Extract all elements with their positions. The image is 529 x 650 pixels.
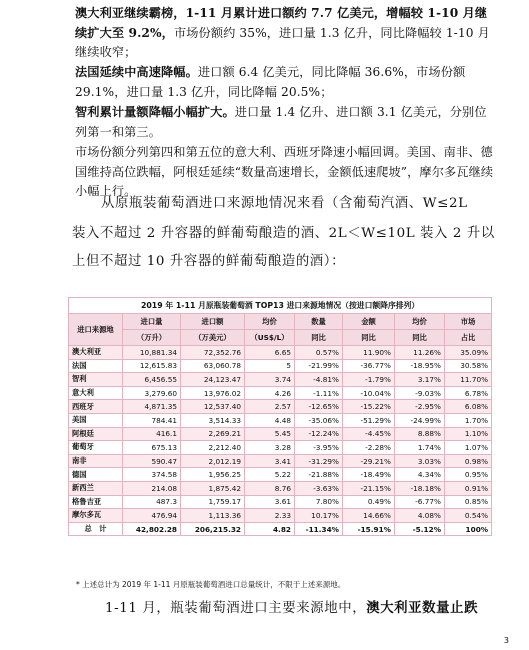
- row-country: 美国: [69, 413, 123, 427]
- table-cell: 2,212.40: [181, 441, 245, 455]
- table-cell: -18.95%: [395, 359, 445, 373]
- table-cell: 2.57: [245, 400, 295, 414]
- table-cell: 35.09%: [445, 346, 492, 360]
- row-country: 西班牙: [69, 400, 123, 414]
- table-cell: 5: [245, 359, 295, 373]
- row-country: 格鲁吉亚: [69, 495, 123, 509]
- table-cell: 30.58%: [445, 359, 492, 373]
- table-cell: 675.13: [123, 441, 181, 455]
- table-row: [69, 495, 492, 509]
- table-cell: 2.33: [245, 509, 295, 523]
- table-cell: 1.07%: [445, 441, 492, 455]
- table-cell: 5.45: [245, 427, 295, 441]
- column-header-sub-5: 同比: [343, 330, 395, 346]
- table-title: 2019 年 1-11 月原瓶装葡萄酒 TOP13 进口来源地情况（按进口额降序排列）: [69, 298, 492, 314]
- table-cell: -4.45%: [343, 427, 395, 441]
- table-cell: 12,615.83: [123, 359, 181, 373]
- table-footnote: * 上述总计为 2019 年 1-11 月原瓶装葡萄酒进口总量统计，不限于上述来源地。: [76, 580, 346, 589]
- table-cell: 0.85%: [445, 495, 492, 509]
- table-cell: -2.95%: [395, 400, 445, 414]
- column-header-4: 数量: [295, 314, 343, 330]
- closing-paragraph-bold: 澳大利亚数量止跌: [366, 600, 479, 616]
- table-row: [69, 386, 492, 400]
- table-cell: -2.28%: [343, 441, 395, 455]
- row-country: 法国: [69, 359, 123, 373]
- table-cell: 2,012.19: [181, 454, 245, 468]
- paragraph-france: [75, 63, 495, 102]
- table-cell: -29.21%: [343, 454, 395, 468]
- table-row: [69, 454, 492, 468]
- table-cell: -12.24%: [295, 427, 343, 441]
- table-cell: 3.17%: [395, 373, 445, 387]
- table-cell: -1.79%: [343, 373, 395, 387]
- table-cell: 0.91%: [445, 481, 492, 495]
- table-cell: 10,881.34: [123, 346, 181, 360]
- paragraph-australia-lead: 澳大利亚继续霸榜，1-11 月累计进口额约 7.7 亿美元，增幅较 1-10 月继续扩大至 9.2%，: [75, 6, 488, 40]
- row-country: 阿根廷: [69, 427, 123, 441]
- table-cell: 416.1: [123, 427, 181, 441]
- table-cell: 3.28: [245, 441, 295, 455]
- total-cell: 206,215.32: [181, 522, 245, 536]
- table-cell: 63,060.78: [181, 359, 245, 373]
- paragraph-chile-lead: 智利累计量额降幅小幅扩大。: [75, 105, 235, 119]
- paragraph-chile: [75, 103, 495, 142]
- table-cell: 784.41: [123, 413, 181, 427]
- column-header-sub-4: 同比: [295, 330, 343, 346]
- table-cell: 5.22: [245, 468, 295, 482]
- table-cell: 1.70%: [445, 413, 492, 427]
- table-cell: 3.61: [245, 495, 295, 509]
- table-cell: -10.04%: [343, 386, 395, 400]
- table-cell: -21.88%: [295, 468, 343, 482]
- table-cell: 4,871.35: [123, 400, 181, 414]
- source-intro-line-2: 装入不超过 2 升容器的鲜葡萄酿造的酒、2L＜W≤10L 装入 2 升以: [72, 226, 495, 241]
- column-header-1: 进口量: [123, 314, 181, 330]
- table-cell: 7.80%: [295, 495, 343, 509]
- table-total-row: [69, 522, 492, 536]
- table-cell: 3.03%: [395, 454, 445, 468]
- table-cell: -18.49%: [343, 468, 395, 482]
- paragraph-australia: [75, 4, 495, 63]
- table-row: [69, 346, 492, 360]
- column-header-sub-2: （万美元）: [181, 330, 245, 346]
- table-row: [69, 413, 492, 427]
- total-label: 总 计: [69, 522, 123, 536]
- table-cell: 0.57%: [295, 346, 343, 360]
- paragraph-chile-body: 进口量 1.4 亿升、进口额 3.1 亿美元，分别位列第一和第三。: [75, 105, 487, 139]
- paragraph-others: 市场份额分列第四和第五位的意大利、西班牙降速小幅回调。美国、南非、德国维持高位跌幅，阿根廷延续“数量高速增长，金额低速爬坡”，摩尔多瓦继续小幅上行。: [75, 145, 494, 198]
- table-cell: 10.17%: [295, 509, 343, 523]
- table-cell: -6.77%: [395, 495, 445, 509]
- table-row: [69, 441, 492, 455]
- total-cell: 42,802.28: [123, 522, 181, 536]
- column-header-sub-3: （US$/L）: [245, 330, 295, 346]
- table-cell: 476.94: [123, 509, 181, 523]
- total-cell: 4.82: [245, 522, 295, 536]
- table-cell: 0.98%: [445, 454, 492, 468]
- closing-paragraph-text: 1-11 月，瓶装葡萄酒进口主要来源地中，: [105, 601, 367, 616]
- table-cell: 590.47: [123, 454, 181, 468]
- source-intro-line-1: 从原瓶装葡萄酒进口来源地情况来看（含葡萄汽酒、W≤2L: [101, 196, 468, 211]
- table-cell: 0.49%: [343, 495, 395, 509]
- table-cell: 6.78%: [445, 386, 492, 400]
- table-cell: 3.74: [245, 373, 295, 387]
- table-cell: -4.81%: [295, 373, 343, 387]
- table-cell: -21.99%: [295, 359, 343, 373]
- table-cell: 12,537.40: [181, 400, 245, 414]
- table-cell: -24.99%: [395, 413, 445, 427]
- table-cell: 0.54%: [445, 509, 492, 523]
- row-country: 智利: [69, 373, 123, 387]
- table-cell: 8.88%: [395, 427, 445, 441]
- table-cell: 1,113.36: [181, 509, 245, 523]
- table-cell: 3,279.60: [123, 386, 181, 400]
- table-cell: -21.15%: [343, 481, 395, 495]
- row-country: 南非: [69, 454, 123, 468]
- table-cell: 11.26%: [395, 346, 445, 360]
- table-cell: 0.95%: [445, 468, 492, 482]
- table-cell: 4.08%: [395, 509, 445, 523]
- column-header-sub-1: （万升）: [123, 330, 181, 346]
- table-cell: -36.77%: [343, 359, 395, 373]
- table-cell: 487.3: [123, 495, 181, 509]
- table-cell: 13,976.02: [181, 386, 245, 400]
- table-cell: -51.29%: [343, 413, 395, 427]
- table-cell: 4.48: [245, 413, 295, 427]
- column-header-3: 均价: [245, 314, 295, 330]
- table-cell: 11.90%: [343, 346, 395, 360]
- table-cell: -1.11%: [295, 386, 343, 400]
- table-row: [69, 481, 492, 495]
- table-cell: 8.76: [245, 481, 295, 495]
- table-cell: 6.08%: [445, 400, 492, 414]
- table-row: [69, 468, 492, 482]
- source-intro-line-3: 上但不超过 10 升容器的鲜葡萄酿造的酒）：: [72, 254, 346, 269]
- table-cell: 1,875.42: [181, 481, 245, 495]
- table-row: [69, 373, 492, 387]
- table-cell: -31.29%: [295, 454, 343, 468]
- table-cell: 4.34%: [395, 468, 445, 482]
- import-source-table: [68, 297, 491, 536]
- table-cell: 3,514.33: [181, 413, 245, 427]
- table-cell: 1.74%: [395, 441, 445, 455]
- row-country: 新西兰: [69, 481, 123, 495]
- column-header-6: 均价: [395, 314, 445, 330]
- table-cell: -9.03%: [395, 386, 445, 400]
- column-header-2: 进口额: [181, 314, 245, 330]
- table-cell: 11.70%: [445, 373, 492, 387]
- row-country: 德国: [69, 468, 123, 482]
- table-cell: 72,352.76: [181, 346, 245, 360]
- table-row: [69, 509, 492, 523]
- table-cell: -3.95%: [295, 441, 343, 455]
- column-header-sub-7: 占比: [445, 330, 492, 346]
- row-country: 葡萄牙: [69, 441, 123, 455]
- table-row: [69, 427, 492, 441]
- page-number: 3: [503, 636, 509, 645]
- table-cell: 1,956.25: [181, 468, 245, 482]
- table-cell: 2,269.21: [181, 427, 245, 441]
- column-header-5: 金额: [343, 314, 395, 330]
- total-cell: -11.34%: [295, 522, 343, 536]
- table-row: [69, 359, 492, 373]
- paragraph-australia-body: 市场份额约 35%，进口量 1.3 亿升，同比降幅较 1-10 月继续收窄；: [75, 25, 490, 59]
- column-header-0: 进口来源地: [69, 314, 123, 346]
- table-cell: -15.22%: [343, 400, 395, 414]
- table-cell: -12.65%: [295, 400, 343, 414]
- table-cell: 24,123.47: [181, 373, 245, 387]
- table-cell: 1,759.17: [181, 495, 245, 509]
- column-header-sub-6: 同比: [395, 330, 445, 346]
- total-cell: 100%: [445, 522, 492, 536]
- table-cell: 1.10%: [445, 427, 492, 441]
- row-country: 摩尔多瓦: [69, 509, 123, 523]
- table-cell: 6,456.55: [123, 373, 181, 387]
- column-header-7: 市场: [445, 314, 492, 330]
- table-row: [69, 400, 492, 414]
- table-cell: 14.66%: [343, 509, 395, 523]
- closing-paragraph: [105, 597, 478, 616]
- table-cell: -3.63%: [295, 481, 343, 495]
- table-cell: 3.41: [245, 454, 295, 468]
- paragraph-france-body: 进口额 6.4 亿美元，同比降幅 36.6%，市场份额 29.1%，进口量 1.3 亿升，同比降幅 20.5%；: [75, 65, 466, 99]
- table-cell: 374.58: [123, 468, 181, 482]
- paragraph-france-lead: 法国延续中高速降幅。: [75, 65, 198, 79]
- row-country: 澳大利亚: [69, 346, 123, 360]
- table-cell: 214.08: [123, 481, 181, 495]
- table-cell: -35.06%: [295, 413, 343, 427]
- total-cell: -5.12%: [395, 522, 445, 536]
- table-cell: 6.65: [245, 346, 295, 360]
- total-cell: -15.91%: [343, 522, 395, 536]
- table-cell: 4.26: [245, 386, 295, 400]
- row-country: 意大利: [69, 386, 123, 400]
- table-cell: -18.18%: [395, 481, 445, 495]
